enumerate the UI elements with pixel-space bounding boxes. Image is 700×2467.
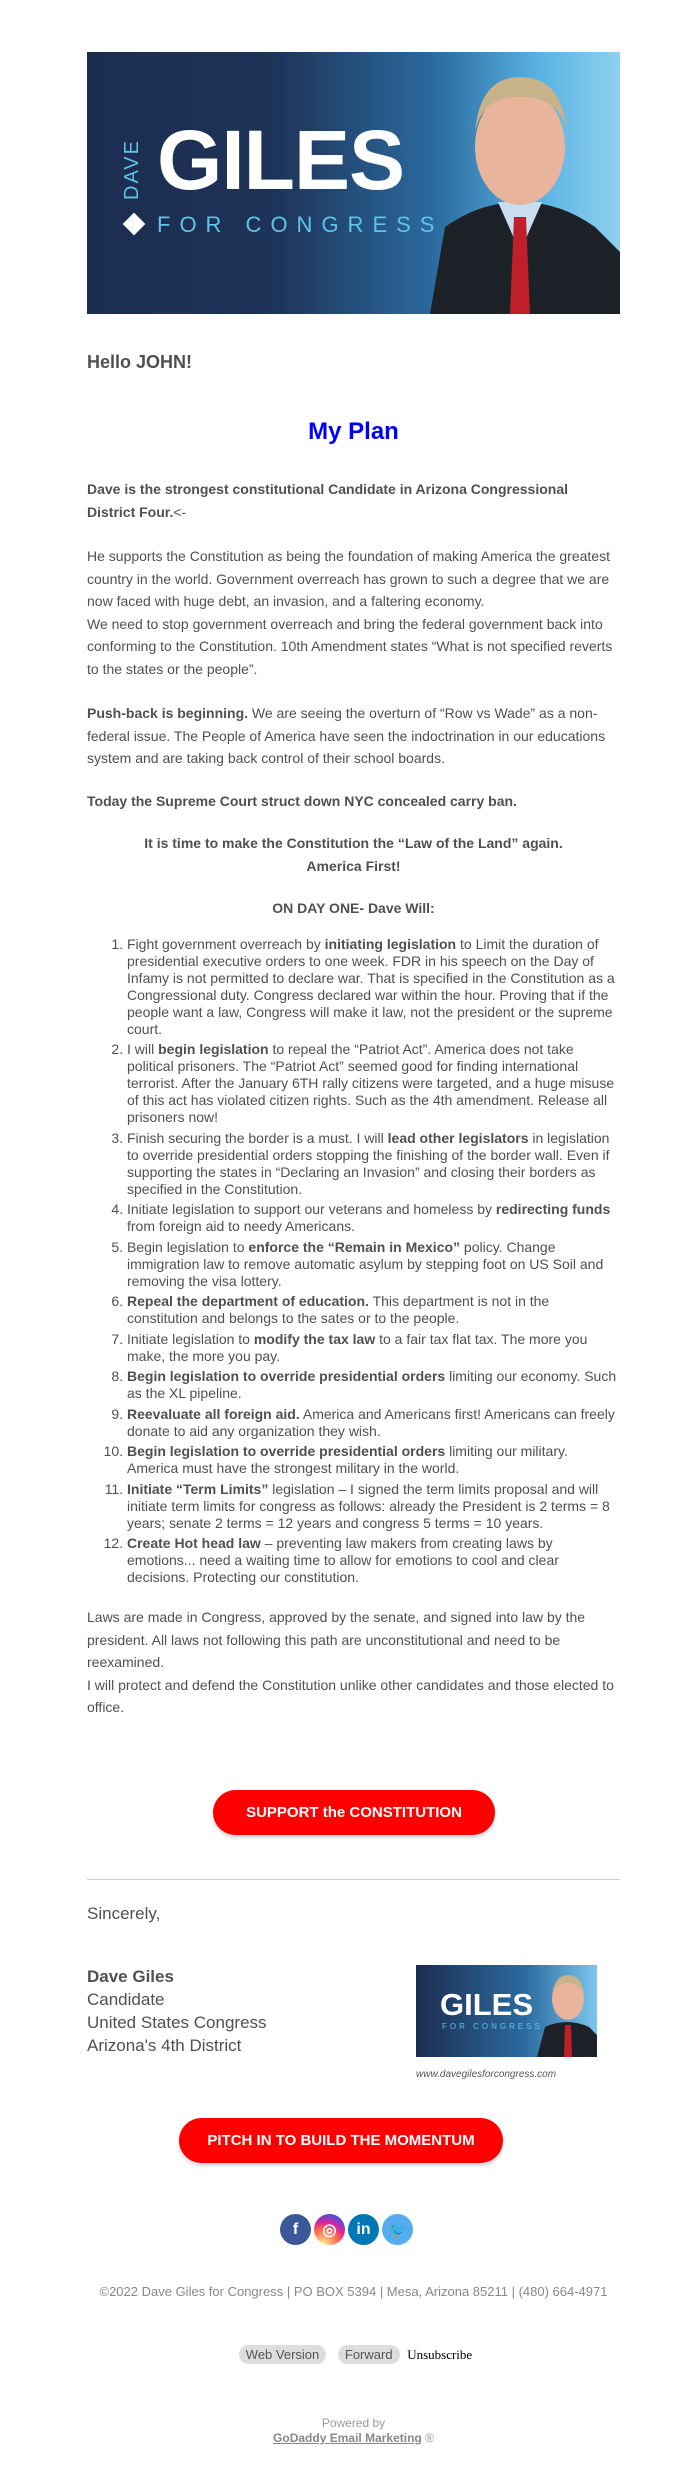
today-text: Today the Supreme Court struct down NYC concealed carry ban. [87,792,517,809]
web-version-link[interactable]: Web Version [239,2345,326,2364]
sincerely: Sincerely, [87,1904,161,1923]
plan-item-bold: begin legislation [158,1041,269,1057]
candidate-photo [420,52,620,314]
plan-item-post: limiting our military. America must have the strongest military in the world. [127,1443,568,1476]
pushback-text: We are seeing the overturn of “Row vs Wade” as a non-federal issue. The People of America have seen the indoctrination in our educations system and are taking back control of their school boards. [87,705,606,766]
plan-item-post: to a fair tax flat tax. The more you make, the more you pay. [127,1330,588,1364]
linkedin-icon[interactable]: in [348,2214,379,2245]
signature-name: Dave Giles [87,1967,174,1986]
plan-list [87,936,620,1587]
plan-item-bold: lead other legislators [387,1129,529,1146]
plan-item-pre: I will [127,1041,159,1057]
plan-item-pre: Finish securing the border is a must. I will [127,1129,388,1146]
plan-item [127,936,620,1038]
plan-item-bold: Begin legislation to override presidential orders [127,1368,446,1384]
plan-item [127,1201,620,1235]
protect-para: I will protect and defend the Constitution unlike other candidates and those elected to office. [87,1676,614,1715]
plan-item [127,1239,620,1290]
plan-item-bold: Initiate “Term Limits” [127,1480,269,1497]
greeting: Hello JOHN! [87,352,193,372]
plan-item-post: – preventing law makers from creating laws by emotions... need a waiting time to allow for emotions to cool and clear decisions. Protecting our constitution. [127,1535,559,1585]
plan-item-bold: modify the tax law [253,1330,376,1347]
registered-mark: ® [421,2431,434,2445]
signature-logo [416,1965,597,2057]
signature-district: Arizona's 4th District [87,2036,242,2055]
intro-bold: Dave is the strongest constitutional Candidate in Arizona Congressional District Four. [87,481,568,520]
plan-item-post: America and Americans first! Americans can freely donate to aid any organization they wish. [127,1405,615,1439]
plan-item-bold: enforce the “Remain in Mexico” [248,1238,461,1255]
plan-item [127,1481,620,1532]
pushback-bold: Push-back is beginning. [87,705,249,721]
sig-candidate-photo [537,1965,597,2057]
para-1: He supports the Constitution as being the foundation of making America the greatest country in the world. Government overreach has grown to such a degree that we are now faced with huge debt, an invasion, and a faltering economy. [87,548,610,609]
laws-para: Laws are made in Congress, approved by the senate, and signed into law by the president. All laws not following this path are unconstitutional and need to be reexamined. [87,1609,586,1670]
banner-for-congress: FOR CONGRESS [157,212,444,237]
footer-address: ©2022 Dave Giles for Congress | PO BOX 5394 | Mesa, Arizona 85211 | (480) 664-4971 [99,2284,608,2299]
plan-item-bold: Create Hot head law [127,1535,261,1551]
plan-item-post: policy. Change immigration law to remove automatic asylum by stepping foot on US Soil and removing the visa lottery. [127,1238,604,1289]
banner-dave: DAVE [121,139,143,200]
sig-logo-giles: GILES [440,1987,534,2022]
day-one-heading: ON DAY ONE- Dave Will: [272,900,435,916]
plan-item [127,1535,620,1586]
website-link[interactable]: www.davegilesforcongress.com [416,2069,557,2080]
powered-by [87,2416,620,2446]
plan-item-post: limiting our economy. Such as the XL pipeline. [127,1368,617,1401]
plan-item-pre: Initiate legislation to [127,1330,254,1347]
plan-item-post: legislation – I signed the term limits proposal and will initiate term limits for congress as follows: already the President is 2 terms = 8 years; senate 2 terms = 12 years and congress 5 terms = 10 years. [127,1480,610,1531]
law-line: It is time to make the Constitution the “Law of the Land” again. [144,835,563,851]
plan-item-bold: Repeal the department of education. [127,1293,369,1309]
footer-links [87,2345,620,2364]
plan-item-bold: initiating legislation [324,935,457,952]
plan-item-post: from foreign aid to needy Americans. [127,1218,356,1234]
signature-office: United States Congress [87,2013,267,2032]
godaddy-link[interactable]: GoDaddy Email Marketing [273,2431,422,2445]
plan-item [127,1293,620,1327]
plan-item-post: to repeal the “Patriot Act”. America does not take political prisoners. The “Patriot Act” seemed good for finding international terrorist. After the January 6TH rally citizens were targeted, and a huge misuse of this act has violated citizen rights. Such as the 4th amendment. Release all prisoners now! [127,1041,615,1125]
sig-logo-for-congress: FOR CONGRESS [442,2022,543,2031]
signature-block [87,1965,267,2057]
plan-item [127,1041,620,1126]
unsubscribe-link[interactable]: Unsubscribe [407,2347,473,2362]
plan-item [127,1331,620,1365]
pitch-in-button[interactable]: PITCH IN TO BUILD THE MOMENTUM [179,2118,503,2163]
forward-link[interactable]: Forward [338,2345,400,2364]
plan-item-pre: Fight government overreach by [127,935,325,952]
intro-tail: <- [173,503,187,520]
plan-item [127,1368,620,1402]
support-constitution-button[interactable]: SUPPORT the CONSTITUTION [213,1790,495,1835]
header-banner [87,52,620,314]
divider [87,1879,620,1880]
plan-item-pre: Begin legislation to [127,1238,249,1255]
twitter-icon[interactable]: 🐦 [382,2214,413,2245]
logo-diamond-icon [123,213,146,236]
plan-item-post: This department is not in the constitution and belongs to the sates or to the people. [127,1293,550,1326]
social-links [280,2214,413,2245]
plan-item [127,1406,620,1440]
plan-item-post: in legislation to override presidential orders stopping the finishing of the border wall. Even if supporting the states in “Declaring an Invasion” and closing their borders as specified in the Constitution. [127,1129,610,1197]
america-first: America First! [306,857,401,874]
plan-item-bold: Begin legislation to override presidential orders [127,1443,446,1459]
instagram-icon[interactable]: ◎ [314,2214,345,2245]
plan-item-bold: redirecting funds [495,1201,611,1217]
main-content [87,478,620,1719]
para-2: We need to stop government overreach and bring the federal government back into conforming to the Constitution. 10th Amendment states “What is not specified reverts to the states or the people”. [87,615,613,677]
powered-by-label: Powered by [321,2416,386,2430]
plan-item-bold: Reevaluate all foreign aid. [127,1405,300,1422]
facebook-icon[interactable]: f [280,2214,311,2245]
plan-item [127,1130,620,1198]
page-title: My Plan [308,418,399,445]
plan-item-post: to Limit the duration of presidential executive orders to one week. FDR in his speech on the Day of Infamy is not permitted to declare war. That is specified in the Constitution as a Congressional duty. Congress declared war within the hour. Proving that if the people want a law, Congress will make it law, not the president or the supreme court. [127,935,615,1037]
plan-item-pre: Initiate legislation to support our veterans and homeless by [127,1201,496,1217]
signature-role: Candidate [87,1990,165,2009]
banner-giles: GILES [157,113,405,207]
plan-item [127,1443,620,1477]
